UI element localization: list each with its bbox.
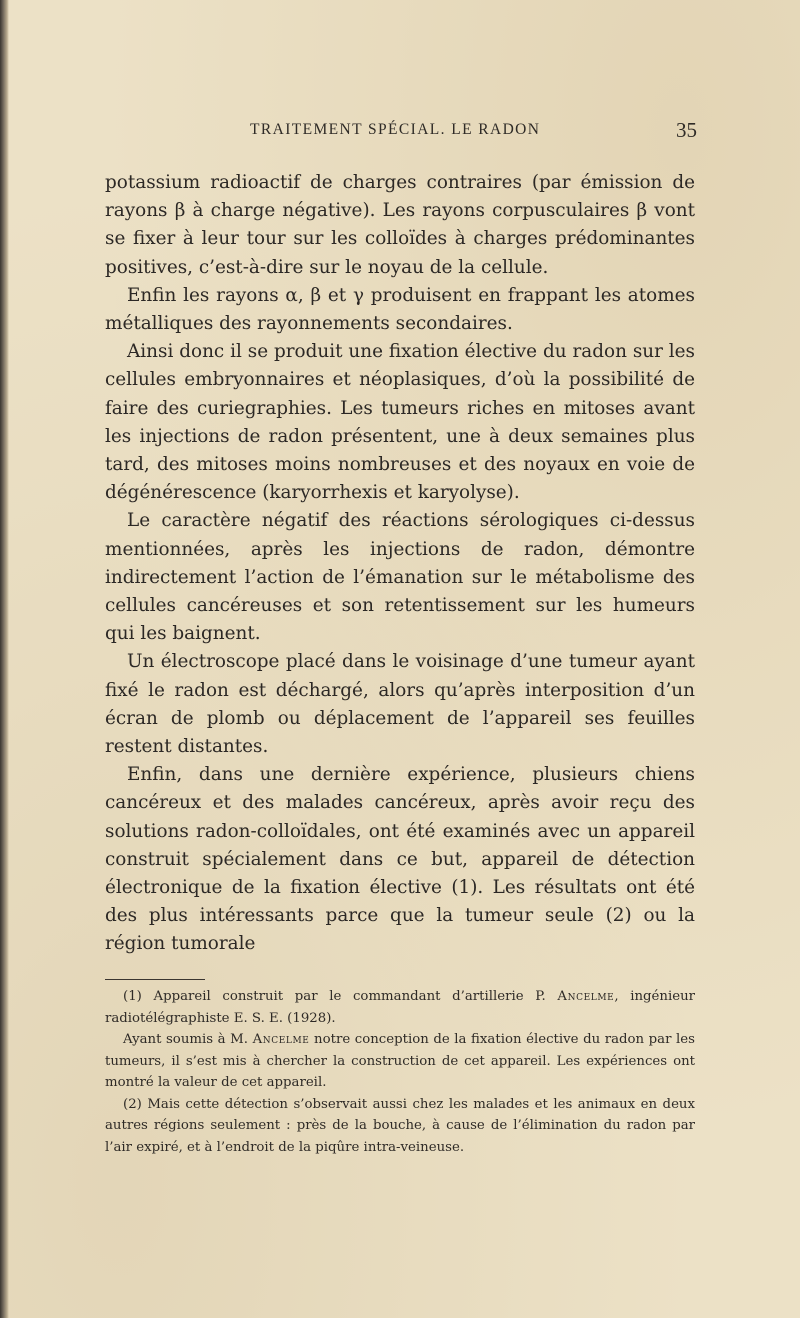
paragraph-2: Enfin les rayons α, β et γ produisent en frappant les atomes métalliques des rayonnements secondaires.	[105, 284, 695, 335]
page-binding-edge	[0, 0, 9, 1318]
footnote-1	[105, 986, 695, 1029]
paragraph-5: Un électroscope placé dans le voisinage d’une tumeur ayant fixé le radon est déchargé, alors qu’après interposition d’un écran de plomb ou déplacement de l’appareil ses feuilles restent distantes.	[105, 651, 695, 758]
footnote-separator	[105, 979, 205, 980]
footnote-1-continuation	[105, 1029, 695, 1094]
footnote-1-text: (1) Appareil construit par le commandant d’artillerie P.	[123, 989, 558, 1004]
paragraph-6: Enfin, dans une dernière expérience, plusieurs chiens cancéreux et des malades cancéreux, après avoir reçu des solutions radon-colloïdales, ont été examinés avec un appareil construit spécialement dans ce but, appareil de détection électronique de la fixation élective (1). Les résultats ont été des plus intéressants parce que la tumeur seule (2) ou la région tumorale	[105, 764, 695, 955]
footnote-1b-text-end: notre conception de la fixation élective du radon par les tumeurs, il s’est mis à chercher la construction de cet appareil. Les expériences ont montré la valeur de cet appareil.	[105, 1032, 695, 1090]
body-text	[105, 169, 695, 959]
paragraph-4: Le caractère négatif des réactions sérologiques ci-dessus mentionnées, après les injections de radon, démontre indirectement l’action de l’émanation sur le métabolisme des cellules cancéreuses et son retentissement sur les humeurs qui les baignent.	[105, 510, 695, 645]
footnote-1b-author: Ancelme	[252, 1032, 310, 1047]
running-header	[105, 118, 695, 144]
paragraph-3: Ainsi donc il se produit une fixation élective du radon sur les cellules embryonnaires et néoplasiques, d’où la possibilité de faire des curiegraphies. Les tumeurs riches en mitoses avant les injections de radon présentent, une à deux semaines plus tard, des mitoses moins nombreuses et des noyaux en voie de dégénérescence (karyorrhexis et karyolyse).	[105, 341, 695, 504]
footnote-1-author: Ancelme	[557, 989, 615, 1004]
footnote-1b-text: Ayant soumis à M.	[123, 1032, 253, 1047]
paragraph-1: potassium radioactif de charges contraires (par émission de rayons β à charge négative). Les rayons corpusculaires β vont se fixer à leur tour sur les colloïdes à charges prédominantes positives, c’est-à-dire sur le noyau de la cellule.	[105, 172, 695, 278]
footnotes	[105, 986, 695, 1158]
footnote-2: (2) Mais cette détection s’observait aussi chez les malades et les animaux en deux autres régions seulement : près de la bouche, à cause de l’élimination du radon par l’air expiré, et à l’endroit de la piqûre intra-veineuse.	[105, 1096, 695, 1155]
running-title: TRAITEMENT SPÉCIAL. LE RADON	[250, 121, 541, 138]
footnote-1-text-end: , ingénieur radiotélégraphiste E. S. E. (1928).	[105, 989, 695, 1026]
page-number: 35	[676, 118, 697, 142]
